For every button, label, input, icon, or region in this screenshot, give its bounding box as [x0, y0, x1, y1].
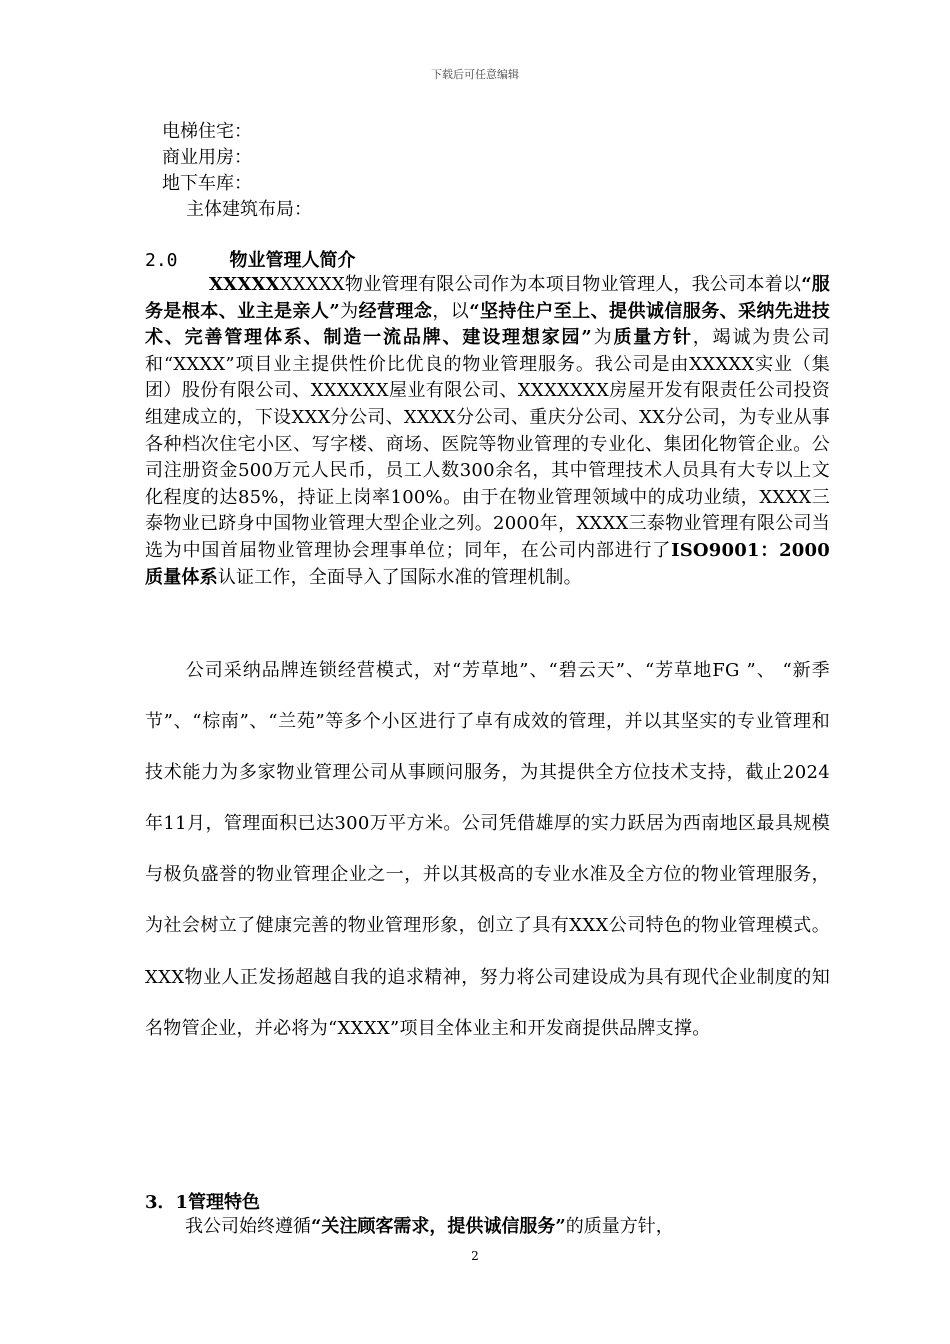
iso-bold: ISO9001：2000质量体系 [145, 539, 830, 588]
text-run: ，以 [432, 300, 470, 322]
info-line-garage: 地下车库： [162, 173, 252, 194]
info-line-commercial: 商业用房： [162, 147, 252, 168]
policy-bold: “坚持住户至上、提供诚信服务、采纳先进技术、完善管理体系、制造一流品牌、建设理想家园” [145, 300, 830, 349]
text-run: ，竭诚为贵公司和“XXXX”项目业主提供性价比优良的物业管理服务。我公司是由XXXXX实业（集团）股份有限公司、XXXXXX屋业有限公司、XXXXXXX房屋开发有限责任公司投资组建成立的，下设XXX分公司、XXXX分公司、重庆分公司、XX分公司，为专业从事各种档次住宅小区、写字楼、商场、医院等物业管理的专业化、集团化物管企业。公司注册资金500万元人民币，员工人数300余名，其中管理技术人员具有大专以上文化程度的达85%，持证上岗率100%。由于在物业管理领域中的成功业绩，XXXX三泰物业已跻身中国物业管理大型企业之列。2000年，XXXX三泰物业管理有限公司当选为中国首届物业管理协会理事单位；同年，在公司内部进行了 [145, 327, 830, 561]
section-title: 物业管理人简介 [229, 250, 356, 271]
text-run: 为 [591, 327, 614, 349]
text-run: 的质量方针， [565, 1216, 674, 1237]
concept-bold: “服务是根本、业主是亲人” [145, 274, 830, 322]
concept-label-bold: 经营理念 [358, 300, 433, 322]
text-run: XXXXX物业管理有限公司作为本项目物业管理人，我公司本着以 [279, 274, 802, 295]
info-line-elevator: 电梯住宅： [162, 121, 252, 142]
info-line-layout: 主体建筑布局： [186, 199, 312, 220]
section-heading-3-1: 3．1管理特色 [145, 1192, 261, 1213]
paragraph-company-intro [145, 272, 830, 591]
page-number: 2 [471, 1249, 479, 1263]
text-run: 公司采纳品牌连锁经营模式，对“芳草地”、“碧云天”、“芳草地FG ”、 “新季节”、“棕南”、“兰苑”等多个小区进行了卓有成效的管理，并以其坚实的专业管理和技术能力为多家物业管理公司从事顾问服务，为其提供全方位技术支持，截止2024年11月，管理面积已达300万平方米。公司凭借雄厚的实力跃居为西南地区最具规模与极负盛誉的物业管理企业之一，并以其极高的专业水准及全方位的物业管理服务，为社会树立了健康完善的物业管理形象，创立了具有XXX公司特色的物业管理模式。XXX物业人正发扬超越自我的追求精神，努力将公司建设成为具有现代企业制度的知名物管企业，并必将为“XXXX”项目全体业主和开发商提供品牌支撑。 [145, 660, 830, 1039]
text-run: 认证工作，全面导入了国际水准的管理机制。 [217, 566, 582, 588]
quality-policy-bold: “关注顾客需求，提供诚信服务” [311, 1216, 566, 1237]
text-run: 为 [339, 300, 359, 322]
section-number: 2.0 [145, 250, 178, 271]
company-name-bold: XXXXX [209, 274, 280, 295]
paragraph-quality-policy [145, 1214, 674, 1240]
page-header: 下载后可任意编辑 [431, 68, 519, 81]
section-heading-2-0 [145, 246, 356, 272]
text-run: 我公司始终遵循 [185, 1216, 311, 1237]
policy-label-bold: 质量方针 [613, 327, 693, 349]
paragraph-brand-chain [145, 645, 830, 1054]
